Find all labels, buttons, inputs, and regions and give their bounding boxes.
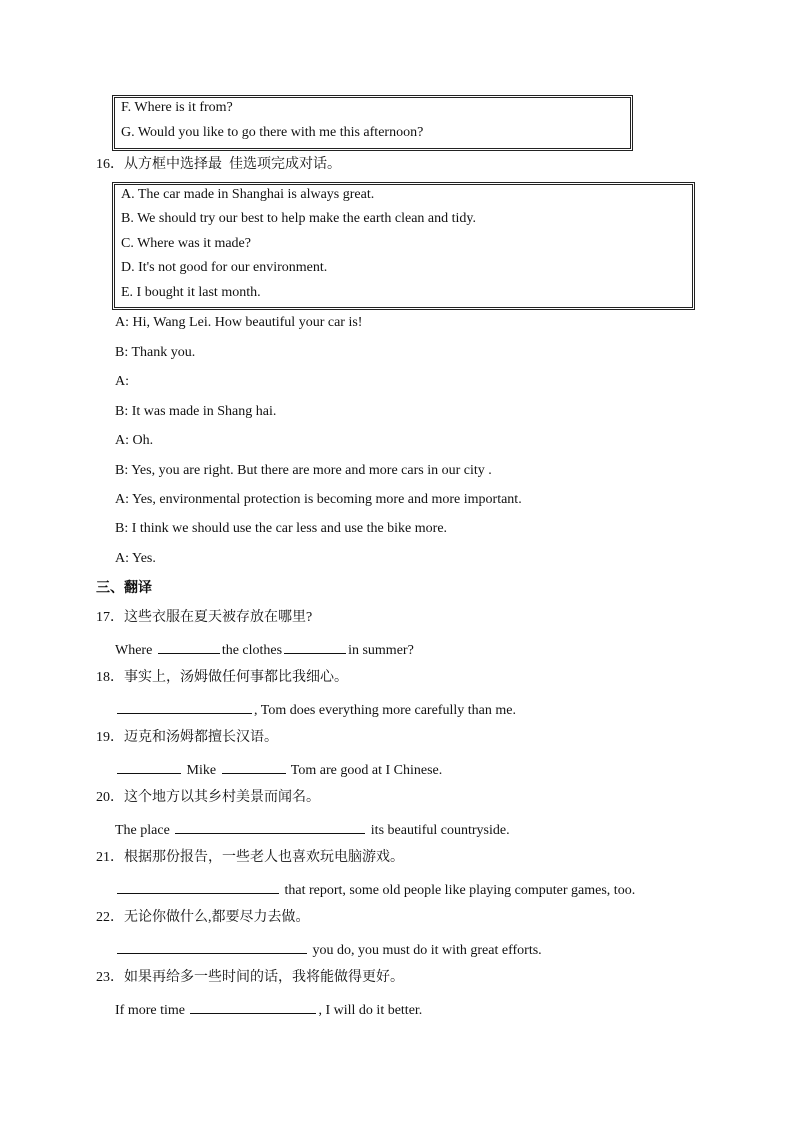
question-18	[96, 669, 348, 687]
answer-text: that report, some old people like playing computer games, too.	[281, 883, 636, 898]
dialogue-line: B: Thank you.	[115, 345, 196, 360]
blank-field[interactable]	[158, 639, 220, 654]
section-heading: 三、翻译	[96, 581, 152, 596]
question-19	[96, 729, 278, 747]
question-chinese: 迈克和汤姆都擅长汉语。	[124, 730, 278, 745]
question-chinese: 事实上，汤姆做任何事都比我细心。	[124, 670, 348, 685]
question-chinese: 这个地方以其乡村美景而闻名。	[124, 790, 320, 805]
answer-text: , Tom does everything more carefully than me.	[254, 703, 516, 718]
answer-text: , I will do it better.	[318, 1003, 423, 1018]
dialogue-line: A:	[115, 374, 129, 389]
blank-field[interactable]	[284, 639, 346, 654]
option-d: D. It's not good for our environment.	[121, 260, 328, 275]
answer-line-18	[115, 699, 516, 720]
dialogue-line: B: Yes, you are right. But there are more and more cars in our city .	[115, 463, 492, 478]
option-c: C. Where was it made?	[121, 236, 251, 251]
blank-field[interactable]	[117, 879, 279, 894]
answer-line-19	[115, 759, 442, 780]
answer-text: in summer?	[348, 643, 414, 658]
question-instruction: 从方框中选择最 佳选项完成对话。	[124, 157, 341, 172]
question-chinese: 这些衣服在夏天被存放在哪里?	[124, 610, 313, 625]
answer-line-21	[115, 879, 635, 900]
blank-field[interactable]	[190, 999, 316, 1014]
option-e: E. I bought it last month.	[121, 285, 261, 300]
question-23	[96, 969, 404, 987]
question-number: 18．	[96, 670, 124, 685]
answer-text: you do, you must do it with great efforts.	[309, 943, 542, 958]
blank-field[interactable]	[117, 699, 252, 714]
answer-text: The place	[115, 823, 174, 838]
question-chinese: 无论你做什么,都要尽力去做。	[124, 910, 310, 925]
question-number: 21．	[96, 850, 124, 865]
answer-text: Where	[115, 643, 156, 658]
question-number: 16．	[96, 157, 124, 172]
dialogue-line: A: Oh.	[115, 433, 154, 448]
answer-text: the clothes	[221, 643, 283, 658]
answer-text: If more time	[115, 1003, 189, 1018]
answer-line-20	[115, 819, 510, 840]
blank-field[interactable]	[222, 759, 286, 774]
dialogue-line: A: Yes, environmental protection is becoming more and more important.	[115, 492, 522, 507]
answer-line-17	[115, 639, 414, 660]
answer-text: Mike	[183, 763, 220, 778]
question-chinese: 如果再给多一些时间的话，我将能做得更好。	[124, 970, 404, 985]
question-number: 19．	[96, 730, 124, 745]
question-17	[96, 609, 312, 627]
blank-field[interactable]	[117, 939, 307, 954]
blank-field[interactable]	[117, 759, 181, 774]
dialogue-line: B: It was made in Shang hai.	[115, 404, 277, 419]
blank-field[interactable]	[175, 819, 365, 834]
answer-text: Tom are good at I Chinese.	[287, 763, 443, 778]
question-number: 23．	[96, 970, 124, 985]
question-16	[96, 156, 341, 174]
option-b: B. We should try our best to help make the earth clean and tidy.	[121, 211, 477, 226]
answer-line-22	[115, 939, 542, 960]
dialogue-line: A: Hi, Wang Lei. How beautiful your car is!	[115, 315, 363, 330]
question-chinese: 根据那份报告，一些老人也喜欢玩电脑游戏。	[124, 850, 404, 865]
question-20	[96, 789, 320, 807]
answer-text: its beautiful countryside.	[367, 823, 510, 838]
dialogue-line: A: Yes.	[115, 551, 156, 566]
answer-line-23	[115, 999, 422, 1020]
option-g: G. Would you like to go there with me this afternoon?	[121, 125, 424, 140]
question-number: 20．	[96, 790, 124, 805]
question-22	[96, 909, 310, 927]
dialogue-line: B: I think we should use the car less and use the bike more.	[115, 521, 448, 536]
option-f: F. Where is it from?	[121, 100, 233, 115]
question-21	[96, 849, 404, 867]
option-a: A. The car made in Shanghai is always great.	[121, 187, 375, 202]
question-number: 22．	[96, 910, 124, 925]
question-number: 17．	[96, 610, 124, 625]
